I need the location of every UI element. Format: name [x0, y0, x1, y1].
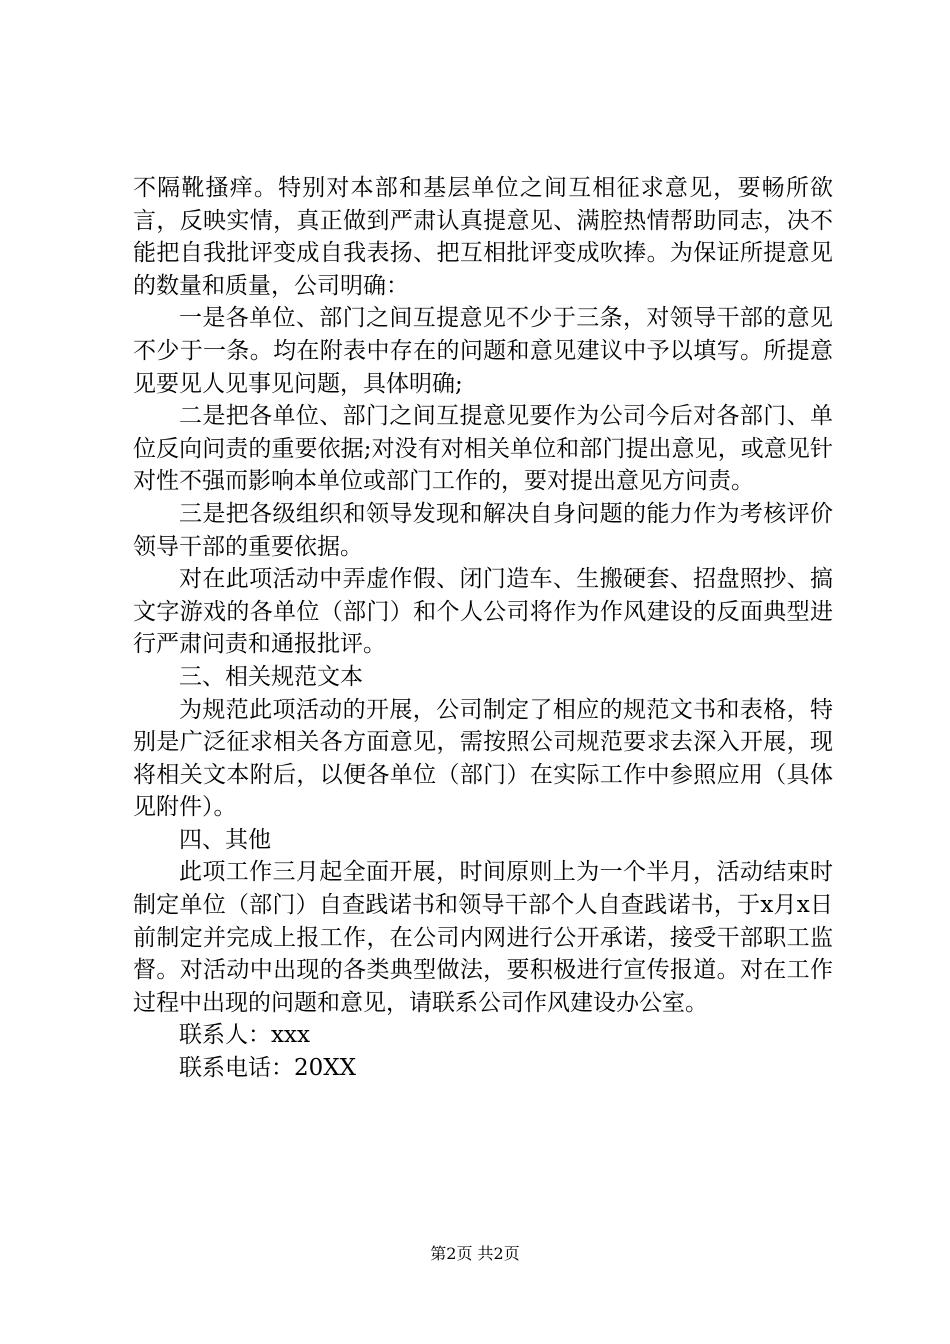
contact-phone: 联系电话：20XX: [179, 1055, 357, 1082]
paragraph-3: 二是把各单位、部门之间互提意见要作为公司今后对各部门、单位反向问责的重要依据;对没有对相关单位和部门提出意见，或意见针对性不强而影响本单位或部门工作的，要对提出意见方问责。: [133, 403, 833, 495]
document-body: [133, 172, 833, 1085]
page-footer: 第2页 共2页: [430, 1244, 520, 1263]
section-heading-4: 四、其他: [179, 826, 271, 853]
paragraph-6: 为规范此项活动的开展，公司制定了相应的规范文书和表格，特别是广泛征求相关各方面意见，需按照公司规范要求去深入开展，现将相关文本附后，以便各单位（部门）在实际工作中参照应用（具体见附件）。: [133, 696, 833, 821]
paragraph-1: 不隔靴搔痒。特别对本部和基层单位之间互相征求意见，要畅所欲言，反映实情，真正做到严肃认真提意见、满腔热情帮助同志，决不能把自我批评变成自我表扬、把互相批评变成吹捧。为保证所提意见的数量和质量，公司明确：: [133, 175, 833, 299]
paragraph-4: 三是把各级组织和领导发现和解决自身问题的能力作为考核评价领导干部的重要依据。: [133, 500, 833, 560]
paragraph-2: 一是各单位、部门之间互提意见不少于三条，对领导干部的意见不少于一条。均在附表中存在的问题和意见建议中予以填写。所提意见要见人见事见问题，具体明确;: [133, 305, 833, 397]
contact-person: 联系人：xxx: [179, 1022, 310, 1049]
paragraph-7: 此项工作三月起全面开展，时间原则上为一个半月，活动结束时制定单位（部门）自查践诺书和领导干部个人自查践诺书，于x月x日前制定并完成上报工作，在公司内网进行公开承诺，接受干部职工监督。对活动中出现的各类典型做法，要积极进行宣传报道。对在工作过程中出现的问题和意见，请联系公司作风建设办公室。: [133, 859, 833, 1016]
paragraph-5: 对在此项活动中弄虚作假、闭门造车、生搬硬套、招盘照抄、搞文字游戏的各单位（部门）和个人公司将作为作风建设的反面典型进行严肃问责和通报批评。: [133, 566, 833, 658]
section-heading-3: 三、相关规范文本: [179, 663, 363, 690]
